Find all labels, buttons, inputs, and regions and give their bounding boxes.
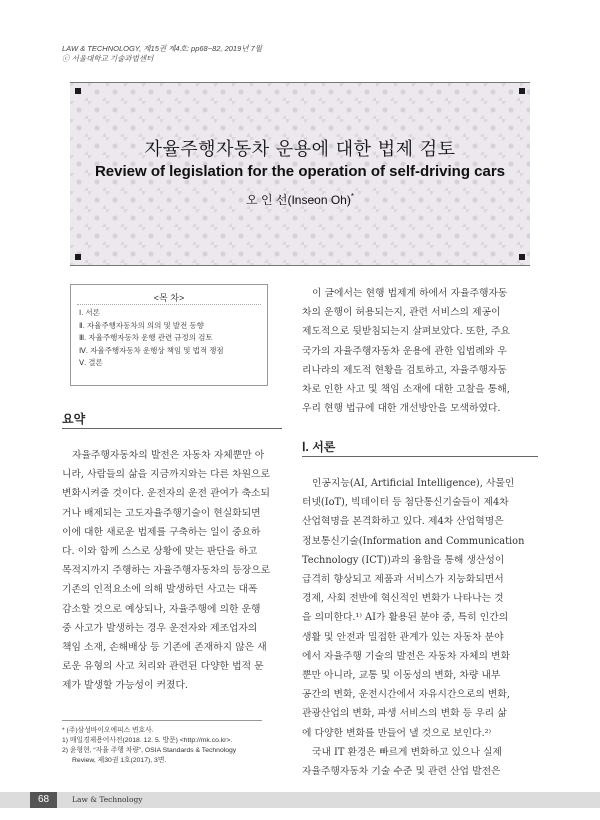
toc-item: Ⅲ. 자율주행자동차 운행 관련 규정의 검토 bbox=[79, 333, 213, 343]
text-line: 국내 IT 환경은 빠르게 변화하고 있으나 실제 bbox=[312, 746, 502, 758]
text-line: 급격히 향상되고 제품과 서비스가 지능화되면서 bbox=[302, 574, 504, 586]
author-text: 오 인 선(Inseon Oh) bbox=[246, 193, 351, 207]
footer-journal-name: Law & Technology bbox=[72, 795, 143, 804]
page-number: 68 bbox=[30, 792, 57, 808]
text-line: 차로 인한 사고 및 책임 소재에 대한 고찰을 통해, bbox=[302, 384, 510, 396]
text-line: 제가 발생할 가능성이 커졌다. bbox=[62, 680, 189, 692]
title-korean: 자율주행자동차 운용에 대한 법제 검토 bbox=[144, 139, 456, 160]
corner-square-mark bbox=[519, 254, 525, 260]
corner-square-mark bbox=[519, 88, 525, 94]
text-line: 자율주행자동차의 발전은 자동차 자체뿐만 아 bbox=[72, 450, 265, 461]
text-line: 산업혁명을 본격화하고 있다. 제4차 산업혁명은 bbox=[302, 516, 504, 528]
footnote-2: 2) 윤형현, “자율 주행 차량”, OSIA Standards & Technology bbox=[62, 747, 237, 754]
text-line: 거나 배제되는 고도자율주행기술이 현실화되면 bbox=[62, 507, 261, 519]
journal-citation: LAW & TECHNOLOGY, 제15권 제4호: pp68~82, 2019년 7월 bbox=[62, 44, 263, 53]
table-of-contents bbox=[70, 284, 268, 386]
text-line: 기존의 인적요소에 의해 발생하던 사고는 대폭 bbox=[62, 584, 258, 596]
author-footnote-mark: * bbox=[350, 192, 354, 201]
text-line: 경제, 사회 전반에 혁신적인 변화가 나타나는 것 bbox=[302, 593, 504, 605]
toc-list bbox=[79, 307, 224, 370]
publisher-line: ⓒ 서울대학교 기술과법센터 bbox=[62, 54, 154, 63]
footnote-divider bbox=[62, 720, 262, 721]
text-line: 목적지까지 주행하는 자율주행자동차의 등장으로 bbox=[62, 565, 271, 577]
text-line: 제도적으로 뒷받침되는지 살펴보았다. 또한, 주요 bbox=[302, 326, 510, 338]
abstract-heading: 요약 bbox=[62, 412, 86, 426]
right-intro-paragraph bbox=[302, 284, 538, 418]
text-line: Technology (ICT))과의 융합을 통해 생산성이 bbox=[302, 554, 505, 566]
title-box bbox=[70, 82, 530, 266]
running-header bbox=[62, 44, 262, 64]
text-line: 뿐만 아니라, 교통 및 이동성의 변화, 차량 내부 bbox=[302, 670, 501, 682]
text-line: 터넷(IoT), 빅데이터 등 첨단통신기술들이 제4차 bbox=[302, 497, 509, 509]
text-line: 다. 이와 함께 스스로 상황에 맞는 판단을 하고 bbox=[62, 546, 258, 558]
text-line: 이에 대한 새로운 법제를 구축하는 일이 중요하 bbox=[62, 526, 261, 538]
text-line: 국가의 자율주행자동차 운용에 관한 입법례와 우 bbox=[302, 345, 507, 357]
text-line: 정보통신기술(Information and Communication bbox=[302, 535, 525, 547]
text-line: 니라, 사람들의 삶을 지금까지와는 다른 차원으로 bbox=[62, 469, 270, 481]
text-line: 차의 운행이 허용되는지, 관련 서비스의 제공이 bbox=[302, 307, 501, 319]
footnote-author: * (주)삼성바이오에피스 변호사. bbox=[62, 727, 154, 734]
text-line: 이 글에서는 현행 법제계 하에서 자율주행자동 bbox=[312, 288, 508, 299]
toc-item: Ⅰ. 서론 bbox=[79, 308, 100, 317]
toc-heading: <목 차> bbox=[153, 293, 185, 303]
text-line: 자율주행자동차 기술 수준 및 관련 산업 발전은 bbox=[302, 766, 501, 778]
text-line: 변화시켜줄 것이다. 운전자의 운전 관여가 축소되 bbox=[62, 488, 270, 500]
text-line: 공간의 변화, 운전시간에서 자유시간으로의 변화, bbox=[302, 689, 510, 701]
toc-item: Ⅴ. 결론 bbox=[79, 358, 103, 368]
text-line: 로운 유형의 사고 처리와 관련된 다양한 법적 문 bbox=[62, 661, 264, 673]
text-line: 관광산업의 변화, 파생 서비스의 변화 등 우리 삶 bbox=[302, 708, 507, 720]
introduction-heading: Ⅰ. 서론 bbox=[302, 440, 336, 454]
text-line: 중 사고가 발생하는 경우 운전자와 제조업자의 bbox=[62, 622, 258, 634]
text-line: 책임 소재, 손해배상 등 기존에 존재하지 않은 새 bbox=[62, 642, 267, 654]
author-name bbox=[70, 191, 530, 208]
abstract-divider bbox=[62, 428, 282, 429]
toc-divider bbox=[77, 304, 261, 305]
text-line: 리나라의 제도적 현황을 검토하고, 자율주행자동 bbox=[302, 364, 507, 376]
text-line: 생활 및 안전과 밀접한 관계가 있는 자동차 분야 bbox=[302, 631, 504, 643]
text-line: 인공지능(AI, Artificial Intelligence), 사물인 bbox=[312, 478, 515, 489]
text-line: 감소할 것으로 예상되나, 자율주행에 의한 운행 bbox=[62, 603, 261, 615]
text-line: 에서 자율주행 기술의 발전은 자동차 자체의 변화 bbox=[302, 650, 510, 662]
corner-square-mark bbox=[75, 88, 81, 94]
introduction-paragraph bbox=[302, 474, 538, 781]
footnote-1: 1) 매일경제용어사전(2018. 12. 5. 방문) <http://mk.co.kr>. bbox=[62, 737, 233, 744]
title-english: Review of legislation for the operation of self-driving cars bbox=[94, 163, 506, 180]
toc-item: Ⅳ. 자율주행자동차 운행상 책임 및 법적 쟁점 bbox=[79, 345, 224, 355]
footnotes bbox=[62, 726, 282, 766]
footnote-2-continued: Review, 제30권 1호(2017), 3면. bbox=[72, 757, 167, 764]
text-line: 우리 현행 법규에 대한 개선방안을 모색하였다. bbox=[302, 403, 501, 415]
text-line: 에 다양한 변화를 만들어 낼 것으로 보인다.²⁾ bbox=[302, 727, 492, 739]
text-line: 을 의미한다.¹⁾ AI가 활용된 분야 중, 특히 인간의 bbox=[302, 612, 509, 624]
abstract-paragraph bbox=[62, 446, 282, 696]
corner-square-mark bbox=[75, 254, 81, 260]
introduction-divider bbox=[302, 456, 538, 457]
toc-item: Ⅱ. 자율주행자동차의 의의 및 발전 동향 bbox=[79, 320, 204, 330]
